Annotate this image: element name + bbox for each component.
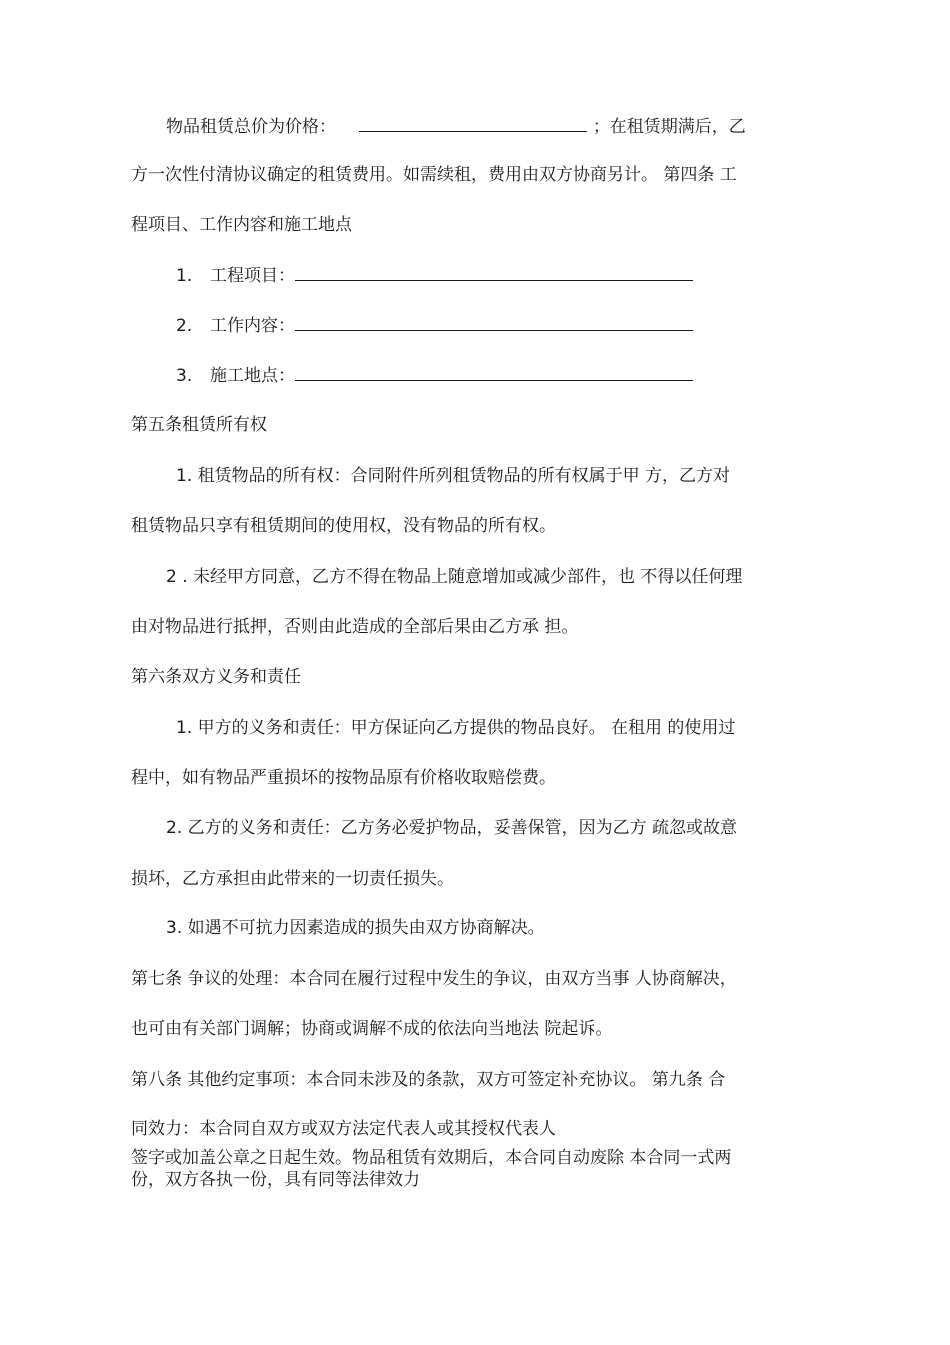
paragraph-line: 程中，如有物品严重损坏的按物品原有价格收取赔偿费。 (131, 768, 556, 788)
fill-blank (295, 364, 693, 381)
paragraph-line: 损坏，乙方承担由此带来的一切责任损失。 (131, 869, 454, 889)
item-label: 施工地点： (210, 366, 295, 386)
price-line (166, 115, 746, 138)
item-number: 3. (176, 366, 193, 386)
paragraph-line: 也可由有关部门调解；协商或调解不成的依法向当地法 院起诉。 (131, 1019, 613, 1039)
paragraph-line: 方一次性付清协议确定的租赁费用。如需续租，费用由双方协商另计。 第四条 工 (131, 165, 737, 185)
list-item (176, 364, 693, 387)
paragraph-line: 3. 如遇不可抗力因素造成的损失由双方协商解决。 (166, 918, 545, 938)
paragraph-line: 租赁物品只享有租赁期间的使用权，没有物品的所有权。 (131, 516, 556, 536)
item-number: 2. (176, 316, 193, 336)
item-label: 工程项目： (210, 266, 295, 286)
list-item (176, 314, 693, 337)
paragraph-line: 签字或加盖公章之日起生效。物品租赁有效期后，本合同自动废除 本合同一式两 (131, 1148, 732, 1168)
item-label: 工作内容： (210, 316, 295, 336)
price-after: ；在租赁期满后，乙 (592, 117, 746, 137)
item-number: 1. (176, 266, 193, 286)
paragraph-line: 2 . 未经甲方同意，乙方不得在物品上随意增加或减少部件，也 不得以任何理 (166, 567, 743, 587)
paragraph-line: 1. 租赁物品的所有权：合同附件所列租赁物品的所有权属于甲 方，乙方对 (176, 466, 731, 486)
price-blank (359, 115, 587, 132)
fill-blank (295, 264, 693, 281)
article-title: 第六条双方义务和责任 (131, 667, 301, 687)
paragraph-line: 份，双方各执一份，具有同等法律效力 (131, 1170, 420, 1190)
paragraph-line: 同效力：本合同自双方或双方法定代表人或其授权代表人 (131, 1119, 556, 1139)
paragraph-line: 程项目、工作内容和施工地点 (131, 215, 352, 235)
list-item (176, 264, 693, 287)
paragraph-line: 第七条 争议的处理：本合同在履行过程中发生的争议，由双方当事 人协商解决， (131, 969, 737, 989)
fill-blank (295, 314, 693, 331)
article-title: 第五条租赁所有权 (131, 415, 267, 435)
paragraph-line: 由对物品进行抵押，否则由此造成的全部后果由乙方承 担。 (131, 617, 579, 637)
paragraph-line: 2. 乙方的义务和责任：乙方务必爱护物品，妥善保管，因为乙方 疏忽或故意 (166, 818, 738, 838)
paragraph-line: 1. 甲方的义务和责任：甲方保证向乙方提供的物品良好。 在租用 的使用过 (176, 718, 736, 738)
paragraph-line: 第八条 其他约定事项：本合同未涉及的条款，双方可签定补充协议。 第九条 合 (131, 1070, 726, 1090)
price-label: 物品租赁总价为价格： (166, 117, 336, 137)
